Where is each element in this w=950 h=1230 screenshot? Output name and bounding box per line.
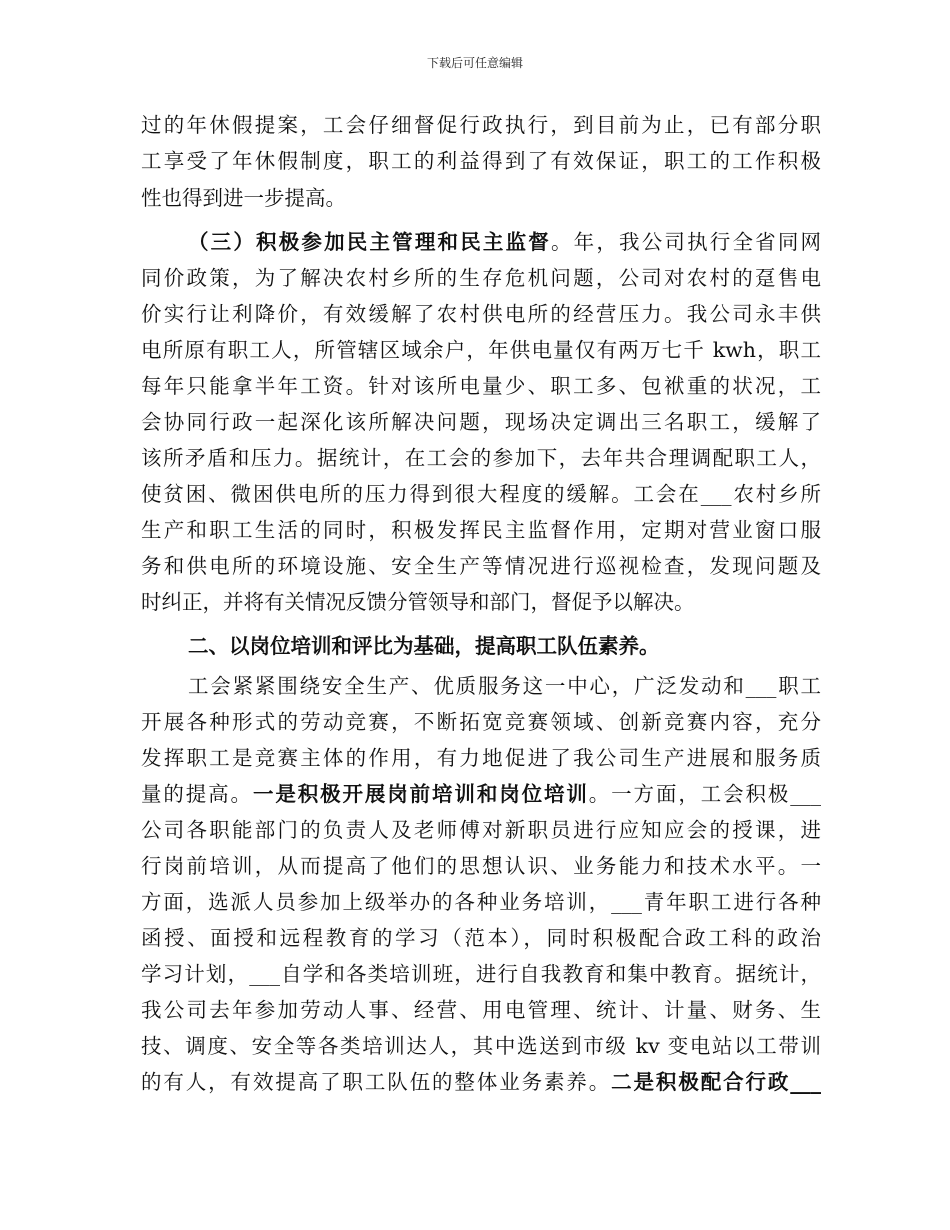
- text-segment: 过的年休假提案，工会仔细督促行政执行，到目前为止，已有部分职: [141, 113, 821, 137]
- text-segment: 量的提高。: [141, 782, 253, 806]
- text-segment: 方面，选派人员参加上级举办的各种业务培训，___青年职工进行各种: [141, 890, 821, 914]
- text-segment: 我公司去年参加劳动人事、经营、用电管理、统计、计量、财务、生: [141, 998, 821, 1022]
- bold-text-segment: （三）积极参加民主管理和民主监督: [188, 230, 551, 254]
- bold-text-segment: 一是积极开展岗前培训和岗位培训: [252, 782, 589, 806]
- text-segment: 每年只能拿半年工资。针对该所电量少、职工多、包袱重的状况，工: [141, 374, 821, 398]
- text-segment: 生产和职工生活的同时，积极发挥民主监督作用，定期对营业窗口服: [141, 518, 821, 542]
- text-segment: 技、调度、安全等各类培训达人，其中选送到市级 kv 变电站以工带训: [141, 1034, 821, 1058]
- text-segment: 发挥职工是竞赛主体的作用，有力地促进了我公司生产进展和服务质: [141, 746, 821, 770]
- text-segment: 会协同行政一起深化该所解决问题，现场决定调出三名职工，缓解了: [141, 410, 821, 434]
- text-line: [141, 548, 821, 584]
- text-segment: 电所原有职工人，所管辖区域余户，年供电量仅有两万七千 kwh，职工: [141, 338, 821, 362]
- text-line: [141, 512, 821, 548]
- text-line: [141, 992, 821, 1028]
- text-line: [141, 107, 821, 143]
- text-line: [141, 920, 821, 956]
- text-line: [141, 740, 821, 776]
- text-segment: 该所矛盾和压力。据统计，在工会的参加下，去年共合理调配职工人，: [141, 446, 821, 470]
- text-segment: 价实行让利降价，有效缓解了农村供电所的经营压力。我公司永丰供: [141, 302, 821, 326]
- text-segment: 。年，我公司执行全省同网: [550, 230, 822, 254]
- text-line: [141, 296, 821, 332]
- text-segment: 使贫困、微困供电所的压力得到很大程度的缓解。工会在___农村乡所: [141, 482, 821, 506]
- text-line: [141, 404, 821, 440]
- text-line: [141, 1064, 821, 1100]
- text-line: [141, 1028, 821, 1064]
- bold-text-segment: 二、以岗位培训和评比为基础，提高职工队伍素养。: [188, 634, 660, 658]
- text-segment: 务和供电所的环境设施、安全生产等情况进行巡视检查，发现问题及: [141, 554, 821, 578]
- text-segment: 时纠正，并将有关情况反馈分管领导和部门，督促予以解决。: [141, 590, 695, 614]
- text-segment: 函授、面授和远程教育的学习（范本），同时积极配合政工科的政治: [141, 926, 821, 950]
- text-line: [141, 848, 821, 884]
- text-line: [141, 884, 821, 920]
- text-segment: 性也得到进一步提高。: [141, 186, 346, 210]
- text-segment: 同价政策，为了解决农村乡所的生存危机问题，公司对农村的趸售电: [141, 266, 821, 290]
- text-line: [141, 812, 821, 848]
- text-line: [141, 332, 821, 368]
- text-segment: 工会紧紧围绕安全生产、优质服务这一中心，广泛发动和___职工: [188, 674, 821, 698]
- text-line: [141, 368, 821, 404]
- text-line: [141, 776, 821, 812]
- text-segment: 。一方面，工会积极___: [588, 782, 822, 806]
- page-header: 下载后可任意编辑: [426, 56, 523, 70]
- text-line: [141, 476, 821, 512]
- text-line: [188, 668, 821, 704]
- text-segment: 行岗前培训，从而提高了他们的思想认识、业务能力和技术水平。一: [141, 854, 821, 878]
- text-line: [141, 704, 821, 740]
- text-segment: 开展各种形式的劳动竞赛，不断拓宽竞赛领域、创新竞赛内容，充分: [141, 710, 821, 734]
- text-line: [141, 260, 821, 296]
- bold-text-segment: 二是积极配合行政___: [611, 1070, 822, 1094]
- text-line: [141, 180, 821, 216]
- text-line: [141, 143, 821, 179]
- text-line: [188, 628, 821, 664]
- text-segment: 学习计划，___自学和各类培训班，进行自我教育和集中教育。据统计，: [141, 962, 821, 986]
- text-line: [141, 440, 821, 476]
- text-line: [141, 956, 821, 992]
- text-segment: 公司各职能部门的负责人及老师傅对新职员进行应知应会的授课，进: [141, 818, 821, 842]
- text-segment: 的有人，有效提高了职工队伍的整体业务素养。: [141, 1070, 612, 1094]
- text-line: [188, 224, 821, 260]
- text-line: [141, 584, 821, 620]
- text-segment: 工享受了年休假制度，职工的利益得到了有效保证，职工的工作积极: [141, 149, 821, 173]
